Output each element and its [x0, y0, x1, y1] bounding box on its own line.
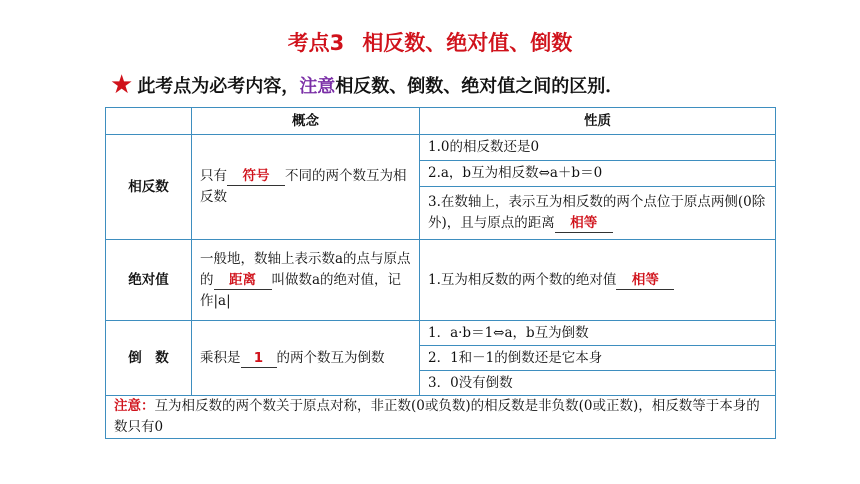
note-cell: [106, 396, 776, 439]
property-cell: 1．a·b＝1⇔a，b互为倒数: [420, 321, 776, 346]
answer-blank: 相等: [555, 214, 613, 233]
concept-text: 叫做数a的绝对值，记作|a|: [200, 271, 402, 309]
concept-text: 的两个数互为倒数: [276, 349, 385, 366]
header-property: 性质: [420, 108, 776, 135]
property-text: 1.互为相反数的两个数的绝对值: [428, 271, 617, 288]
answer-blank: 1: [241, 349, 277, 368]
concept-opposite: [192, 135, 420, 240]
header-concept: 概念: [192, 108, 420, 135]
title-number: 考点3: [287, 31, 345, 55]
row-name-absolute: 绝对值: [106, 240, 192, 321]
concept-absolute: [192, 240, 420, 321]
subtitle-after: 相反数、倒数、绝对值之间的区别．: [335, 76, 624, 97]
row-name-reciprocal: 倒 数: [106, 321, 192, 396]
concept-text: 乘积是: [200, 349, 241, 366]
concept-text: 一般地，数轴上表示数a的点与原点的: [200, 250, 411, 288]
table-row-absolute: [106, 240, 776, 321]
answer-blank: 距离: [214, 271, 272, 290]
property-cell: 1.0的相反数还是0: [420, 135, 776, 161]
header-blank: [106, 108, 192, 135]
concept-text: 不同的两个数互为相反数: [200, 168, 407, 205]
property-text: 3.在数轴上，表示互为相反数的两个点位于原点两侧(0除外)，且与原点的距离: [428, 194, 766, 231]
table-row-opposite: [106, 135, 776, 161]
note-row: [106, 396, 776, 439]
subtitle-before: 此考点为必考内容，: [137, 76, 300, 97]
concept-table: [105, 107, 776, 439]
property-cell: [420, 240, 776, 321]
property-cell: 2．1和－1的倒数还是它本身: [420, 346, 776, 371]
header-row: [106, 108, 776, 135]
table-row-reciprocal: [106, 321, 776, 346]
note-text: 互为相反数的两个数关于原点对称，非正数(0或负数)的相反数是非负数(0或正数)，相反数等于本身的数只有0: [114, 398, 760, 435]
subtitle: [110, 70, 623, 100]
property-cell: 2.a，b互为相反数⇔a＋b＝0: [420, 161, 776, 187]
star-icon: ★: [110, 70, 134, 100]
answer-blank: 相等: [616, 271, 674, 290]
title-text: 相反数、绝对值、倒数: [362, 31, 573, 55]
property-cell: [420, 187, 776, 240]
page-title: [0, 27, 860, 57]
subtitle-highlight: 注意: [299, 76, 336, 97]
row-name-opposite: 相反数: [106, 135, 192, 240]
answer-blank: 符号: [227, 167, 285, 186]
concept-text: 只有: [200, 168, 227, 184]
property-cell: 3．0没有倒数: [420, 371, 776, 396]
concept-reciprocal: [192, 321, 420, 396]
note-label: 注意：: [114, 398, 155, 414]
